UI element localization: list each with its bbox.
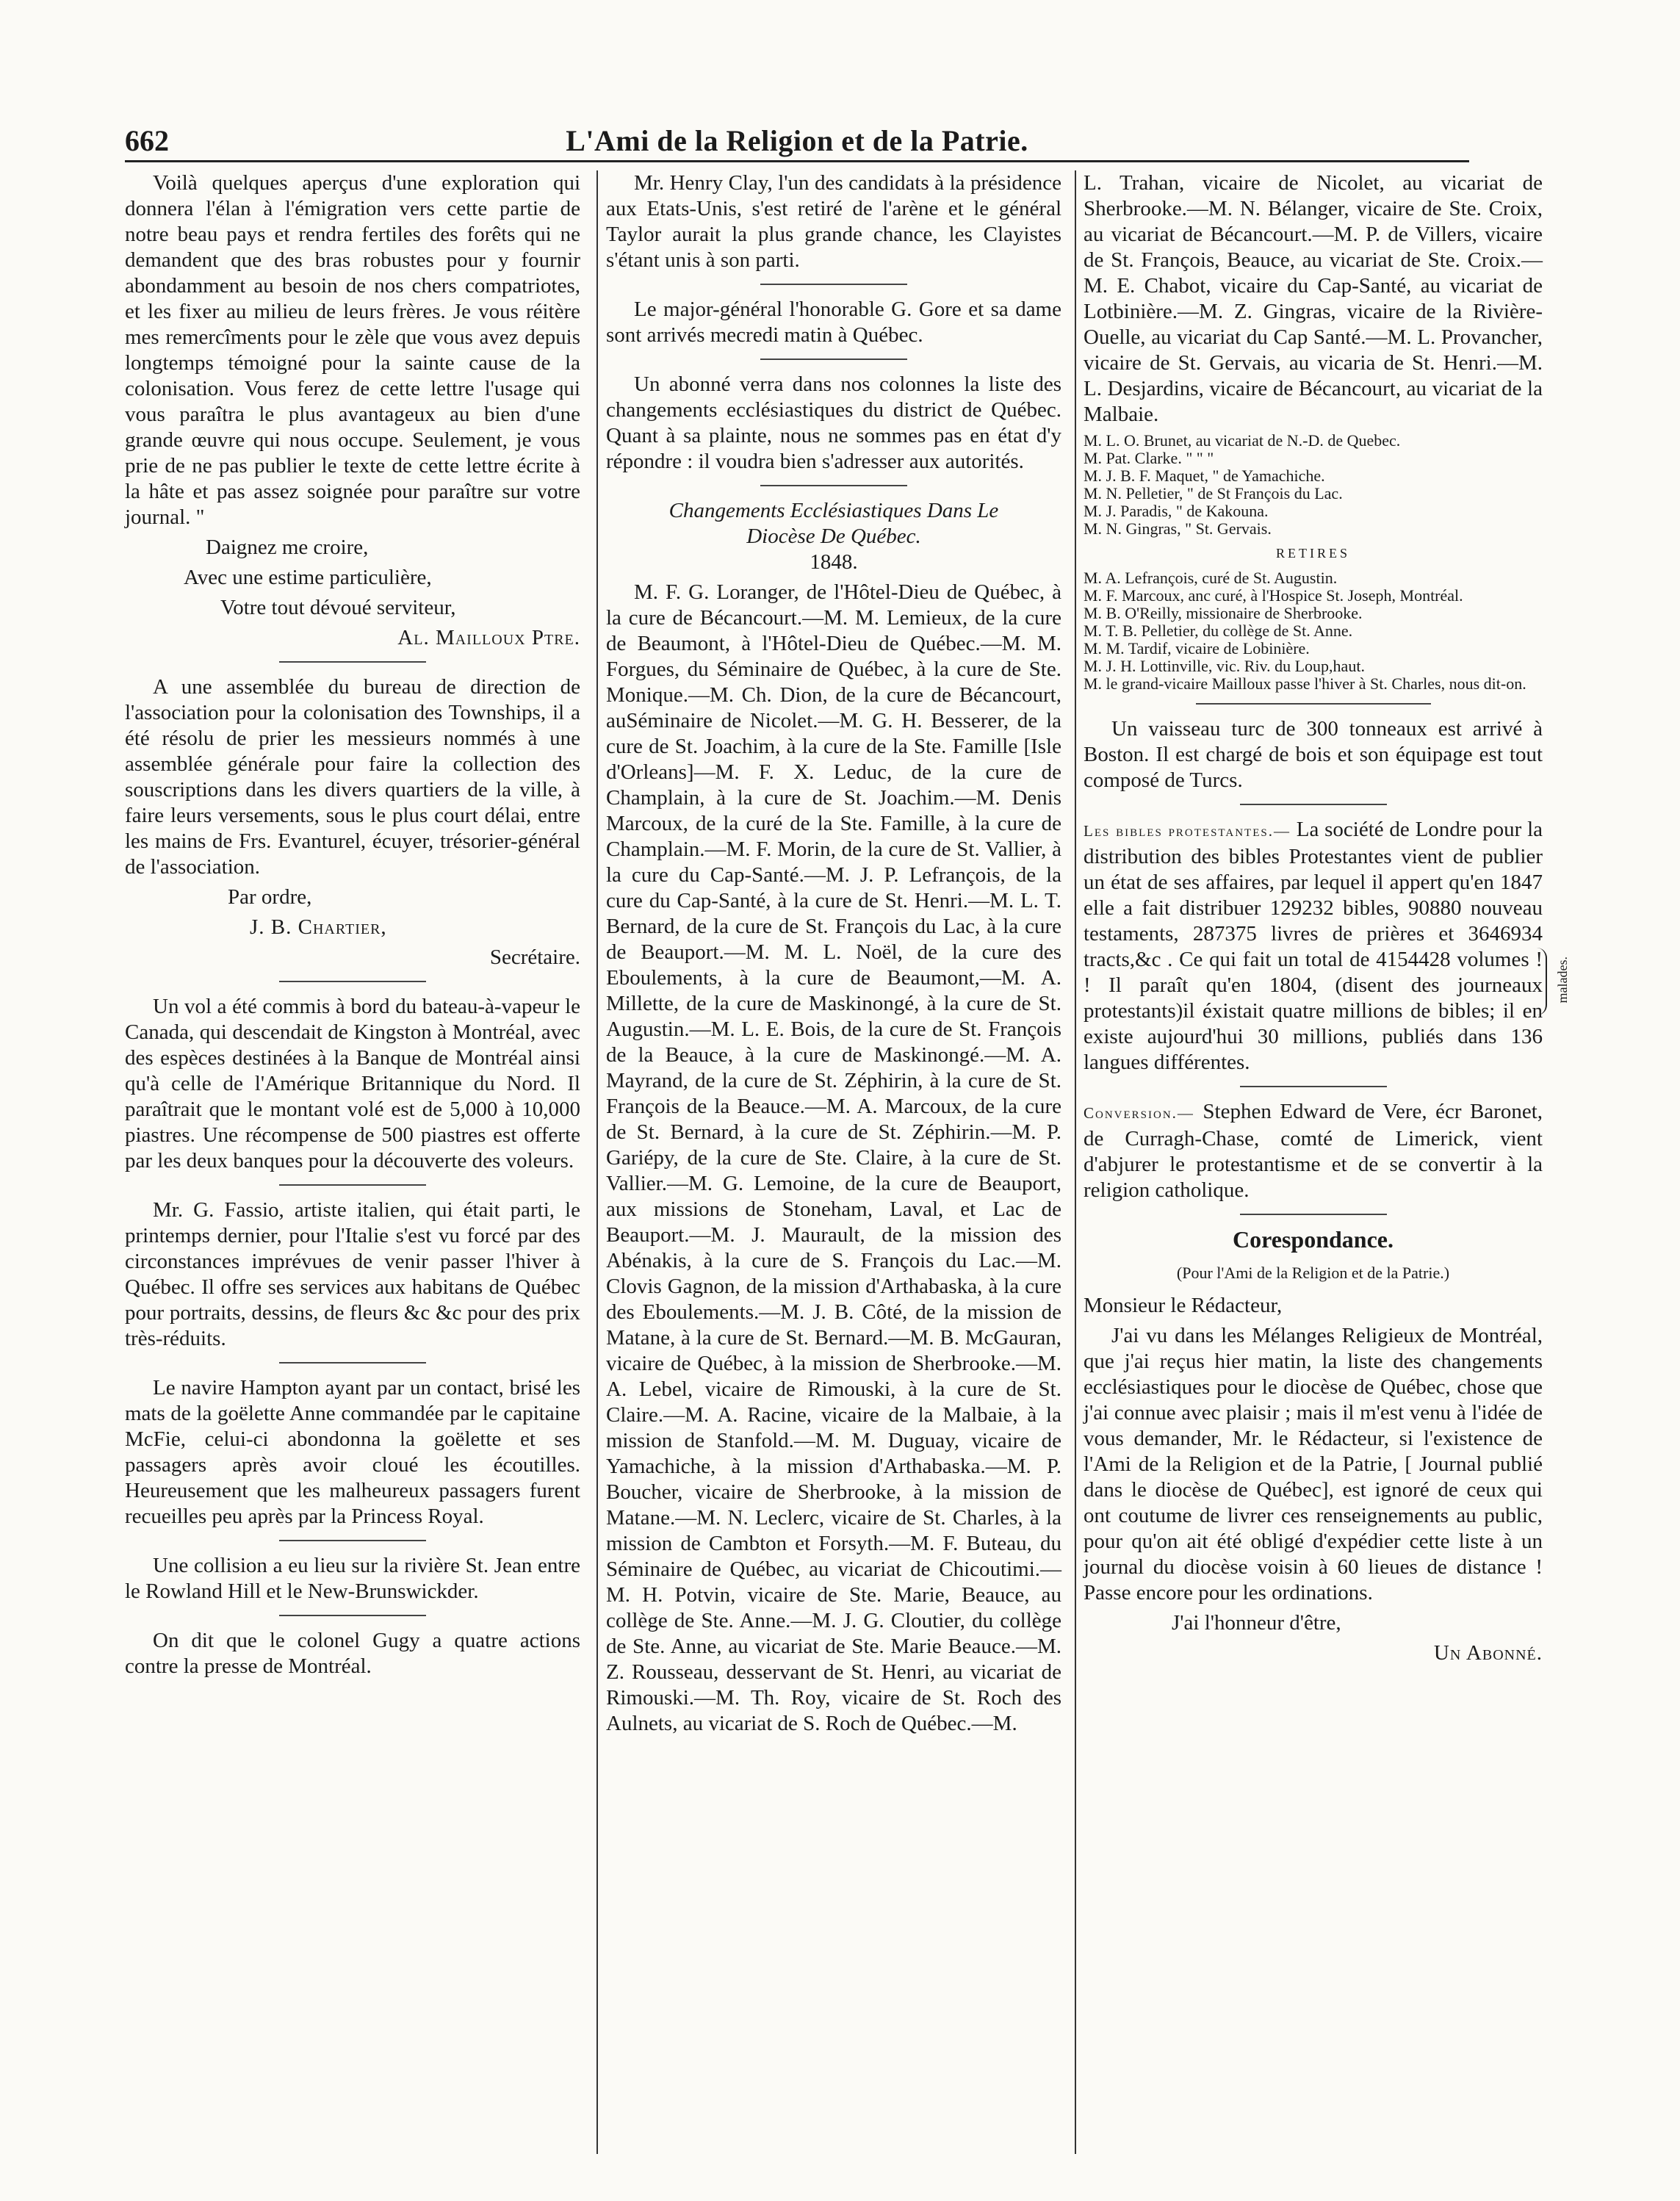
list-item: M. L. O. Brunet, au vicariat de N.-D. de Quebec.: [1084, 431, 1401, 450]
brace-mark: [1528, 948, 1547, 1015]
article-lead: Conversion.—: [1084, 1104, 1194, 1122]
article-paragraph: [1084, 817, 1543, 1076]
article-paragraph: Un vol a été commis à bord du bateau-à-vapeur le Canada, qui descendait de Kingston à Montréal, avec des espèces destinées à la Banque de Montréal ainsi qu'à celle de l'Amérique Britannique du Nord. Il paraîtrait que le montant volé est de 5,000 à 10,000 piastres. Une récompense de 500 piastres est offerte par les deux banques pour la découverte des voleurs.: [125, 995, 580, 1172]
article-paragraph: M. F. G. Loranger, de l'Hôtel-Dieu de Québec, à la cure de Bécancourt.—M. M. Lemieux, de la cure de Beaumont, à l'Hôtel-Dieu de Québec.—M. M. Forgues, du Séminaire de Québec, à la cure de Ste. Monique.—M. Ch. Dion, de la cure de Bécancourt, auSéminaire de Nicolet.—M. G. H. Besserer, de la cure de St. Joachim, à la cure de la Ste. Famille [Isle d'Orleans]—M. F. X. Leduc, de la cure de Champlain, à la cure de St. Joachim.—M. Denis Marcoux, de la curé de la Ste. Famille, à la cure de Champlain.—M. F. Morin, de la cure de St. Vallier, à la cure du Cap-Santé.—M. J. P. Lefrançois, de la cure du Cap-Santé, à la cure de St. Henri.—M. L. T. Bernard, de la cure de St. François du Lac, à la cure de Beauport.—M. M. L. Noël, de la cure des Eboulements, à la cure de Beaumont,—M. A. Millette, de la cure de Maskinongé, à la cure de St. Augustin.—M. L. E. Bois, de la cure de St. François de la Beauce, à la cure de Maskinongé.—M. A. Mayrand, de la cure de St. Zéphirin, à la cure de St. François de la Beauce.—M. A. Marcoux, de la cure de St. Bernard, à la cure de St. Zéphirin.—M. P. Gariépy, de la cure de Ste. Claire, à la cure de St. Vallier.—M. G. Lemoine, de la cure de Beauport, aux missions de Stoneham, Laval, et Lac de Beauport.—M. J. Maurault, de la mission des Abénakis, à la cure de S. François du Lac.—M. Clovis Gagnon, de la mission d'Arthabaska, à la cure des Eboulements.—M. J. B. Côté, de la mission de Matane, à la cure de St. Bernard.—M. B. McGauran, vicaire de Québec, à la mission de Sherbrooke.—M. A. Lebel, vicaire de Rimouski, à la cure de St. Claire.—M. A. Racine, vicaire de la Malbaie, à la mission de Stanfold.—M. M. Duguay, vicaire de Yamachiche, à la mission d'Arthabaska.—M. P. Boucher, vicaire de Sherbrooke, à la mission de Matane.—M. N. Leclerc, vicaire de St. Charles, à la mission de Cambton et Forsyth.—M. F. Buteau, du Séminaire de Québec, au vicariat de Chicoutimi.—M. H. Potvin, vicaire de Ste. Marie, Beauce, au collège de Ste. Anne.—M. J. G. Cloutier, du collège de Ste. Anne, au vicariat de Ste. Marie Beauce.—M. Z. Rousseau, desservant de St. Henri, au vicariat de Rimouski.—M. Th. Roy, vicaire de St. Roch des Aulnets, au vicariat de S. Roch de Québec.—M.: [606, 580, 1061, 1735]
running-title: L'Ami de la Religion et de la Patrie.: [566, 124, 1028, 157]
article-paragraph: Voilà quelques aperçus d'une exploration qui donnera l'élan à l'émigration vers cette partie de notre beau pays et rendra fertiles des forêts qui ne demandent que des bras robustes pour y fournir abondamment au besoin de nos chers compatriotes, et les fixer au milieu de leurs frères. Je vous réitère mes remercîments pour le zèle que vous avez depuis longtemps témoigné pour la sainte cause de la colonisation. Vous ferez de cette lettre l'usage qui vous paraîtra le plus avantageux au bien d'une grande œuvre qui nous occupe. Seulement, je vous prie de ne pas publier le texte de cette lettre écrite à la hâte et pas assez soignée pour paraître sur votre journal. ": [125, 171, 580, 529]
article-lead: Les bibles protestantes.—: [1084, 822, 1291, 840]
separator: [279, 1540, 426, 1541]
article-paragraph: Mr. Henry Clay, l'un des candidats à la présidence aux Etats-Unis, s'est retiré de l'arène et le général Taylor aurait la plus grande chance, les Clayistes s'étant unis à son parti.: [606, 171, 1061, 272]
article-paragraph: On dit que le colonel Gugy a quatre actions contre la presse de Montréal.: [125, 1629, 580, 1678]
separator: [1240, 804, 1387, 805]
article-body: La société de Londre pour la distribution des bibles Protestantes vient de publier un état de ses affaires, par lequel il appert qu'en 1847 elle a fait distribuer 129232 bibles, 90880 nouveau testaments, 287375 livres de prières et 3646934 tracts,&c . Ce qui fait un total de 4154428 volumes ! ! Il paraît qu'en 1804, (disent des journeaux protestants)il éxistait quatre millions de bibles; il en existe aujourd'hui 30 millions, publiés dans 136 langues différentes.: [1084, 818, 1543, 1074]
separator: [279, 1362, 426, 1364]
closing-line: Avec une estime particulière,: [184, 566, 432, 589]
article-paragraph: Un vaisseau turc de 300 tonneaux est arrivé à Boston. Il est chargé de bois et son équipage est tout composé de Turcs.: [1084, 717, 1543, 792]
article-paragraph: [1084, 1099, 1543, 1203]
list-item: M. N. Pelletier, " de St François du Lac.: [1084, 484, 1343, 502]
separator: [1240, 1086, 1387, 1087]
separator: [279, 1184, 426, 1186]
signature: J. B. Chartier,: [250, 915, 387, 939]
separator: [1240, 1214, 1387, 1215]
closing-line: Daignez me croire,: [206, 536, 369, 559]
separator: [1196, 703, 1431, 705]
closing-line: Par ordre,: [228, 885, 312, 909]
article-body: Stephen Edward de Vere, écr Baronet, de Curragh-Chase, comté de Limerick, vient d'abjurer le protestantisme et de se convertir à la religion catholique.: [1084, 1100, 1543, 1202]
signature: Al. Mailloux Ptre.: [397, 626, 580, 649]
section-year: 1848.: [810, 550, 858, 574]
separator: [279, 981, 426, 982]
separator: [279, 661, 426, 663]
column-3: [1084, 170, 1570, 2183]
list-item: M. J. H. Lottinville, vic. Riv. du Loup,haut.: [1084, 657, 1365, 675]
list-item: M. N. Gingras, " St. Gervais.: [1084, 519, 1272, 538]
salutation: Monsieur le Rédacteur,: [1084, 1294, 1283, 1317]
closing-line: Votre tout dévoué serviteur,: [220, 596, 456, 619]
section-heading: Changements Ecclésiastiques Dans Le: [668, 499, 999, 522]
article-paragraph: Mr. G. Fassio, artiste italien, qui était parti, le printemps dernier, pour l'Italie s'est vu forcé par des circonstances imprévues de venir passer l'hiver à Québec. Il offre ses services aux habitans de Québec pour portraits, dessins, de fleurs &c &c pour des prix très-réduits.: [125, 1198, 580, 1350]
list-item: M. J. B. F. Maquet, " de Yamachiche.: [1084, 467, 1325, 485]
list-item: M. le grand-vicaire Mailloux passe l'hiver à St. Charles, nous dit-on.: [1084, 674, 1526, 693]
section-heading: Corespondance.: [1233, 1226, 1394, 1253]
article-paragraph: A une assemblée du bureau de direction de l'association pour la colonisation des Townships, il a été résolu de prier les messieurs nommés à une assemblée générale pour faire la collection des souscriptions dans les divers quartiers de la ville, à faire leurs versements, sous le plus court délai, entre les mains de Frs. Evanturel, écuyer, trésorier-général de l'association.: [125, 675, 580, 879]
separator: [760, 284, 907, 285]
list-item: M. F. Marcoux, anc curé, à l'Hospice St. Joseph, Montréal.: [1084, 586, 1463, 605]
separator: [760, 485, 907, 486]
column-2: [606, 170, 1061, 2183]
page-number: 662: [125, 124, 169, 157]
list-item: M. Pat. Clarke. " " ": [1084, 449, 1214, 467]
section-note: (Pour l'Ami de la Religion et de la Patrie.): [1176, 1264, 1450, 1282]
closing-line: J'ai l'honneur d'être,: [1172, 1611, 1341, 1635]
list-item: M. M. Tardif, vicaire de Lobinière.: [1084, 639, 1310, 658]
article-paragraph: Une collision a eu lieu sur la rivière St. Jean entre le Rowland Hill et le New-Brunswickder.: [125, 1554, 580, 1603]
article-paragraph: Le navire Hampton ayant par un contact, brisé les mats de la goëlette Anne commandée par le capitaine McFie, celui-ci abondonna la goëlette et ses passagers après avoir cloué les écoutilles. Heureusement que les malheureux passagers furent recueilles peu après par la Princess Royal.: [125, 1376, 580, 1528]
page-header: [125, 123, 1469, 157]
separator: [279, 1615, 426, 1616]
signature-title: Secrétaire.: [489, 945, 580, 969]
article-paragraph: Le major-général l'honorable G. Gore et sa dame sont arrivés mecredi matin à Québec.: [606, 298, 1061, 347]
list-item: M. B. O'Reilly, missionaire de Sherbrooke.: [1084, 604, 1363, 622]
list-subheading: RETIRES: [1275, 546, 1350, 561]
column-1: [125, 170, 580, 2183]
separator: [760, 359, 907, 360]
column-rule-2: [1075, 170, 1076, 2154]
section-heading: Diocèse De Québec.: [746, 525, 921, 548]
article-paragraph: J'ai vu dans les Mélanges Religieux de Montréal, que j'ai reçus hier matin, la liste des changements ecclésiastiques pour le diocèse de Québec, chose que j'ai connue avec plaisir ; mais il m'est venu à l'idée de vous demander, Mr. le Rédacteur, si l'existence de l'Ami de la Religion et de la Patrie, [ Journal publié dans le diocèse de Québec], est ignoré de ceux qui ont coutume de livrer ces renseignements au public, pour qu'on ait été obligé d'expédier cette liste à un journal du diocèse voisin à 60 lieues de distance ! Passe encore pour les ordinations.: [1084, 1324, 1543, 1604]
signature: Un Abonné.: [1433, 1641, 1543, 1665]
column-rule-1: [596, 170, 598, 2154]
list-item: M. J. Paradis, " de Kakouna.: [1084, 502, 1269, 520]
list-item: M. A. Lefrançois, curé de St. Augustin.: [1084, 569, 1338, 587]
header-rule: [125, 160, 1469, 162]
list-item: M. T. B. Pelletier, du collège de St. Anne.: [1084, 622, 1353, 640]
article-paragraph: L. Trahan, vicaire de Nicolet, au vicariat de Sherbrooke.—M. N. Bélanger, vicaire de Ste. Croix, au vicariat de Bécancourt.—M. P. de Villers, vicaire de St. François, Beauce, au vicariat de Ste. Croix.—M. E. Chabot, vicaire du Cap-Santé, au vicariat de Lotbinière.—M. Z. Gingras, vicaire de la Rivière-Ouelle, au vicariat du Cap Santé.—M. L. Provancher, vicaire de St. Gervais, au vicaria de St. Henri.—M. L. Desjardins, vicaire de Bécancourt, au vicariat de la Malbaie.: [1084, 171, 1543, 426]
brace-label: malades.: [1555, 957, 1570, 1004]
article-paragraph: Un abonné verra dans nos colonnes la liste des changements ecclésiastiques du district de Québec. Quant à sa plainte, nous ne sommes pas en état d'y répondre : il voudra bien s'adresser aux autorités.: [606, 372, 1061, 473]
